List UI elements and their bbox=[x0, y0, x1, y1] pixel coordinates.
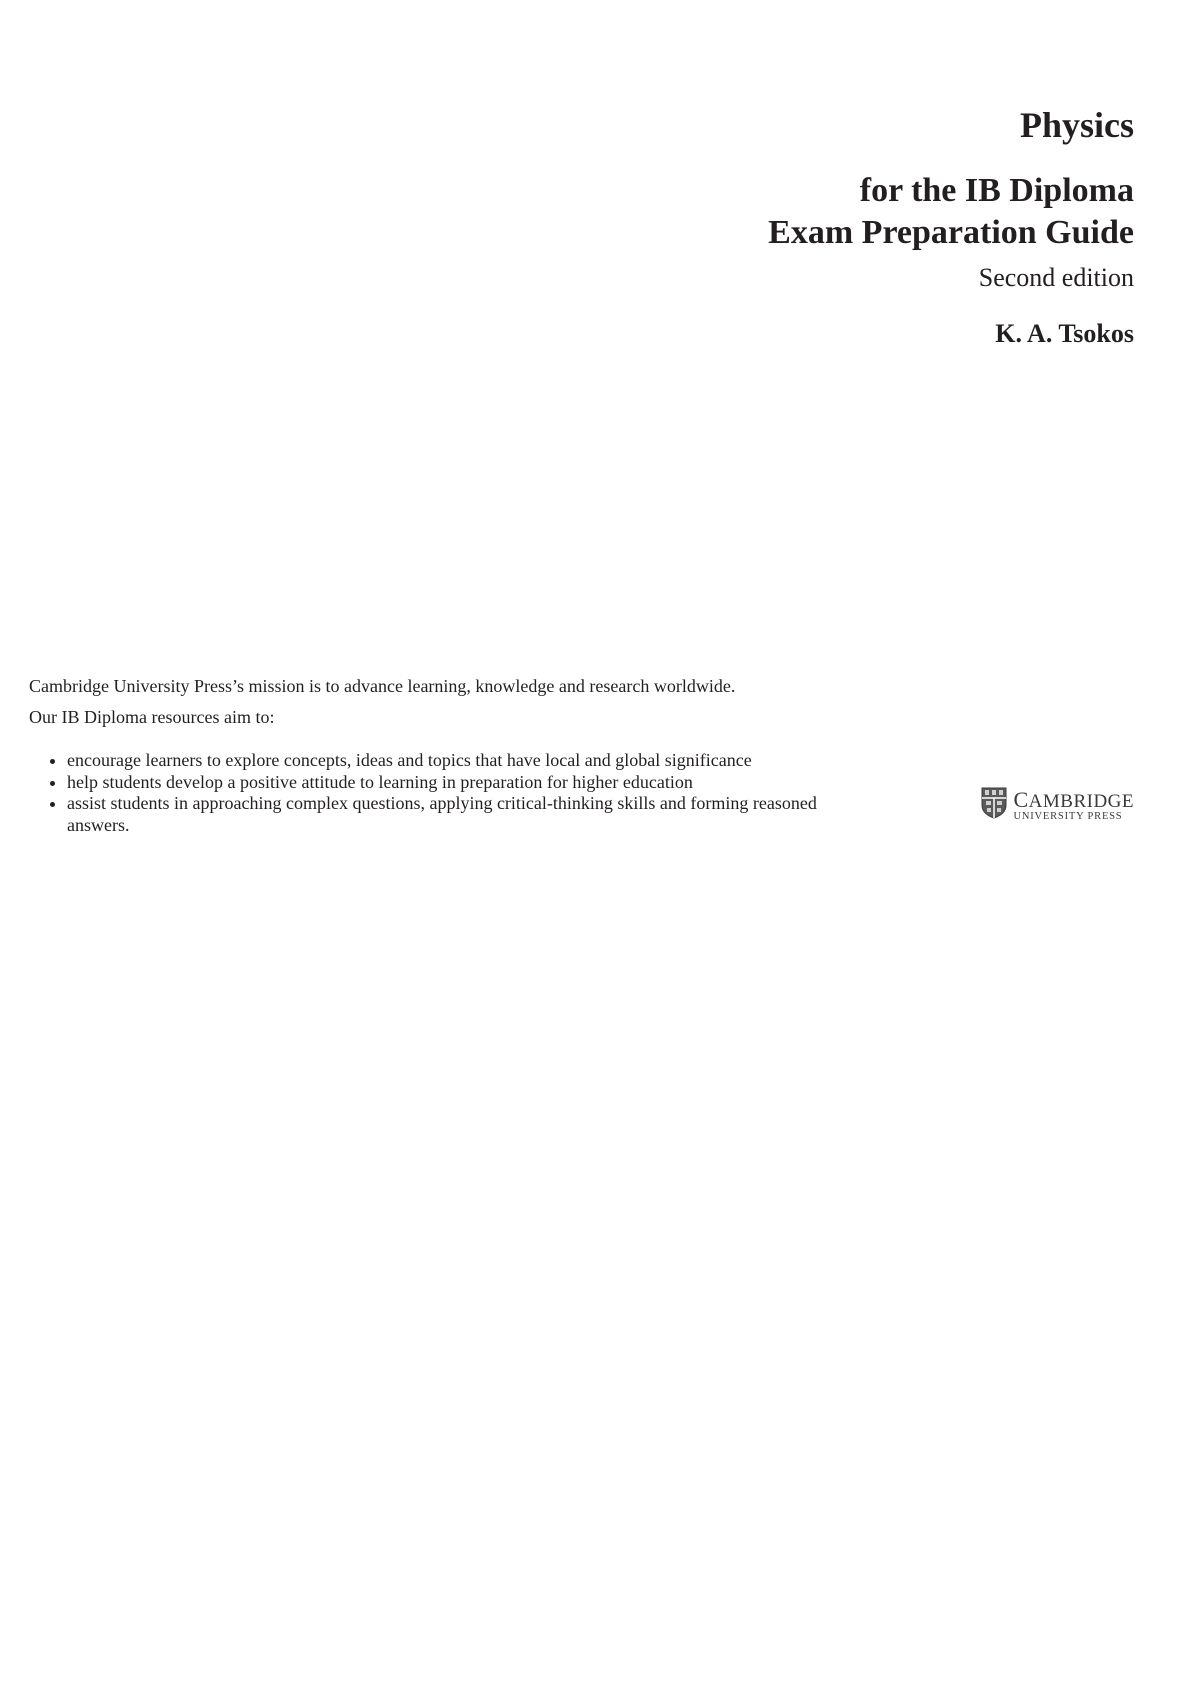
cambridge-shield-icon bbox=[981, 787, 1007, 824]
book-title: Physics bbox=[1019, 105, 1134, 145]
mission-bullet: • assist students in approaching complex questions, applying critical-thinking skills and forming reasoned answers. bbox=[67, 793, 829, 836]
mission-intro: Our IB Diploma resources aim to: bbox=[29, 707, 275, 727]
book-edition: Second edition bbox=[978, 263, 1134, 292]
mission-bullet: • encourage learners to explore concepts, ideas and topics that have local and global significance bbox=[67, 750, 829, 772]
cambridge-logo-tagline: UNIVERSITY PRESS bbox=[1013, 810, 1123, 822]
book-author: K. A. Tsokos bbox=[995, 319, 1134, 348]
book-subtitle-line-2: Exam Preparation Guide bbox=[768, 214, 1134, 251]
book-subtitle-line-1: for the IB Diploma bbox=[859, 172, 1134, 209]
mission-bullet: • help students develop a positive attitude to learning in preparation for higher education bbox=[67, 772, 829, 794]
mission-block bbox=[29, 675, 829, 836]
mission-bullet-list bbox=[29, 750, 829, 836]
book-subtitle bbox=[768, 170, 1134, 254]
title-block bbox=[768, 104, 1134, 350]
cambridge-logo-name: CAMBRIDGE bbox=[1013, 786, 1134, 812]
cambridge-logo-text bbox=[1013, 786, 1134, 823]
mission-statement: Cambridge University Press’s mission is to advance learning, knowledge and research worldwide. bbox=[29, 676, 736, 696]
cambridge-logo bbox=[981, 787, 1134, 824]
